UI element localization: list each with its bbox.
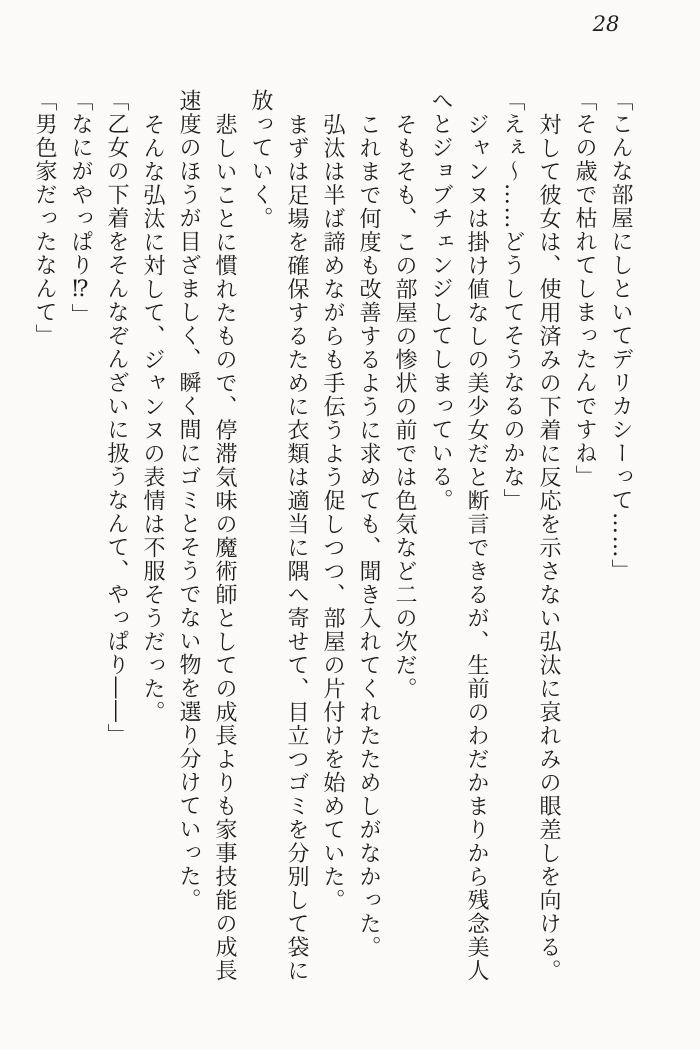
page-number: 28	[592, 12, 620, 36]
dialogue-line-2: 「その歳で枯れてしまったんですね」	[572, 89, 597, 489]
narration-line-4: これまで何度も改善するように求めても、聞き入れてくれたためしがなかった。	[356, 112, 381, 959]
dialogue-line-5: 「なにがやっぱり⁉」	[68, 89, 93, 327]
dialogue-line-3: 「えぇ〜……どうしてそうなるのかな」	[500, 89, 525, 512]
narration-line-7: 悲しいことに慣れたもので、停滞気味の魔術師としての成長よりも家事技能の成長速度のほうが目ざましく、瞬く間にゴミとそうでない物を選り分けていった。	[176, 89, 237, 982]
dialogue-line-6: 「男色家だったなんて」	[32, 89, 57, 348]
dialogue-line-4: 「乙女の下着をそんなぞんざいに扱うなんて、やっぱり――」	[104, 89, 129, 747]
narration-line-5: 弘汰は半ば諦めながらも手伝うよう促しつつ、部屋の片付けを始めていた。	[320, 112, 345, 912]
dialogue-line-1: 「こんな部屋にしといてデリカシーって……」	[608, 89, 633, 583]
narration-line-8: そんな弘汰に対して、ジャンヌの表情は不服そうだった。	[140, 112, 165, 724]
narration-line-6: まずは足場を確保するために衣類は適当に隅へ寄せて、目立つゴミを分別して袋に放っていく。	[248, 89, 309, 982]
vertical-text-area	[26, 89, 638, 983]
narration-line-1: 対して彼女は、使用済みの下着に反応を示さない弘汰に哀れみの眼差しを向ける。	[536, 112, 561, 982]
narration-line-3: そもそも、この部屋の惨状の前では色気など二の次だ。	[392, 112, 417, 700]
narration-line-2: ジャンヌは掛け値なしの美少女だと断言できるが、生前のわだかまりから残念美人へとジョブチェンジしてしまっている。	[428, 89, 489, 982]
